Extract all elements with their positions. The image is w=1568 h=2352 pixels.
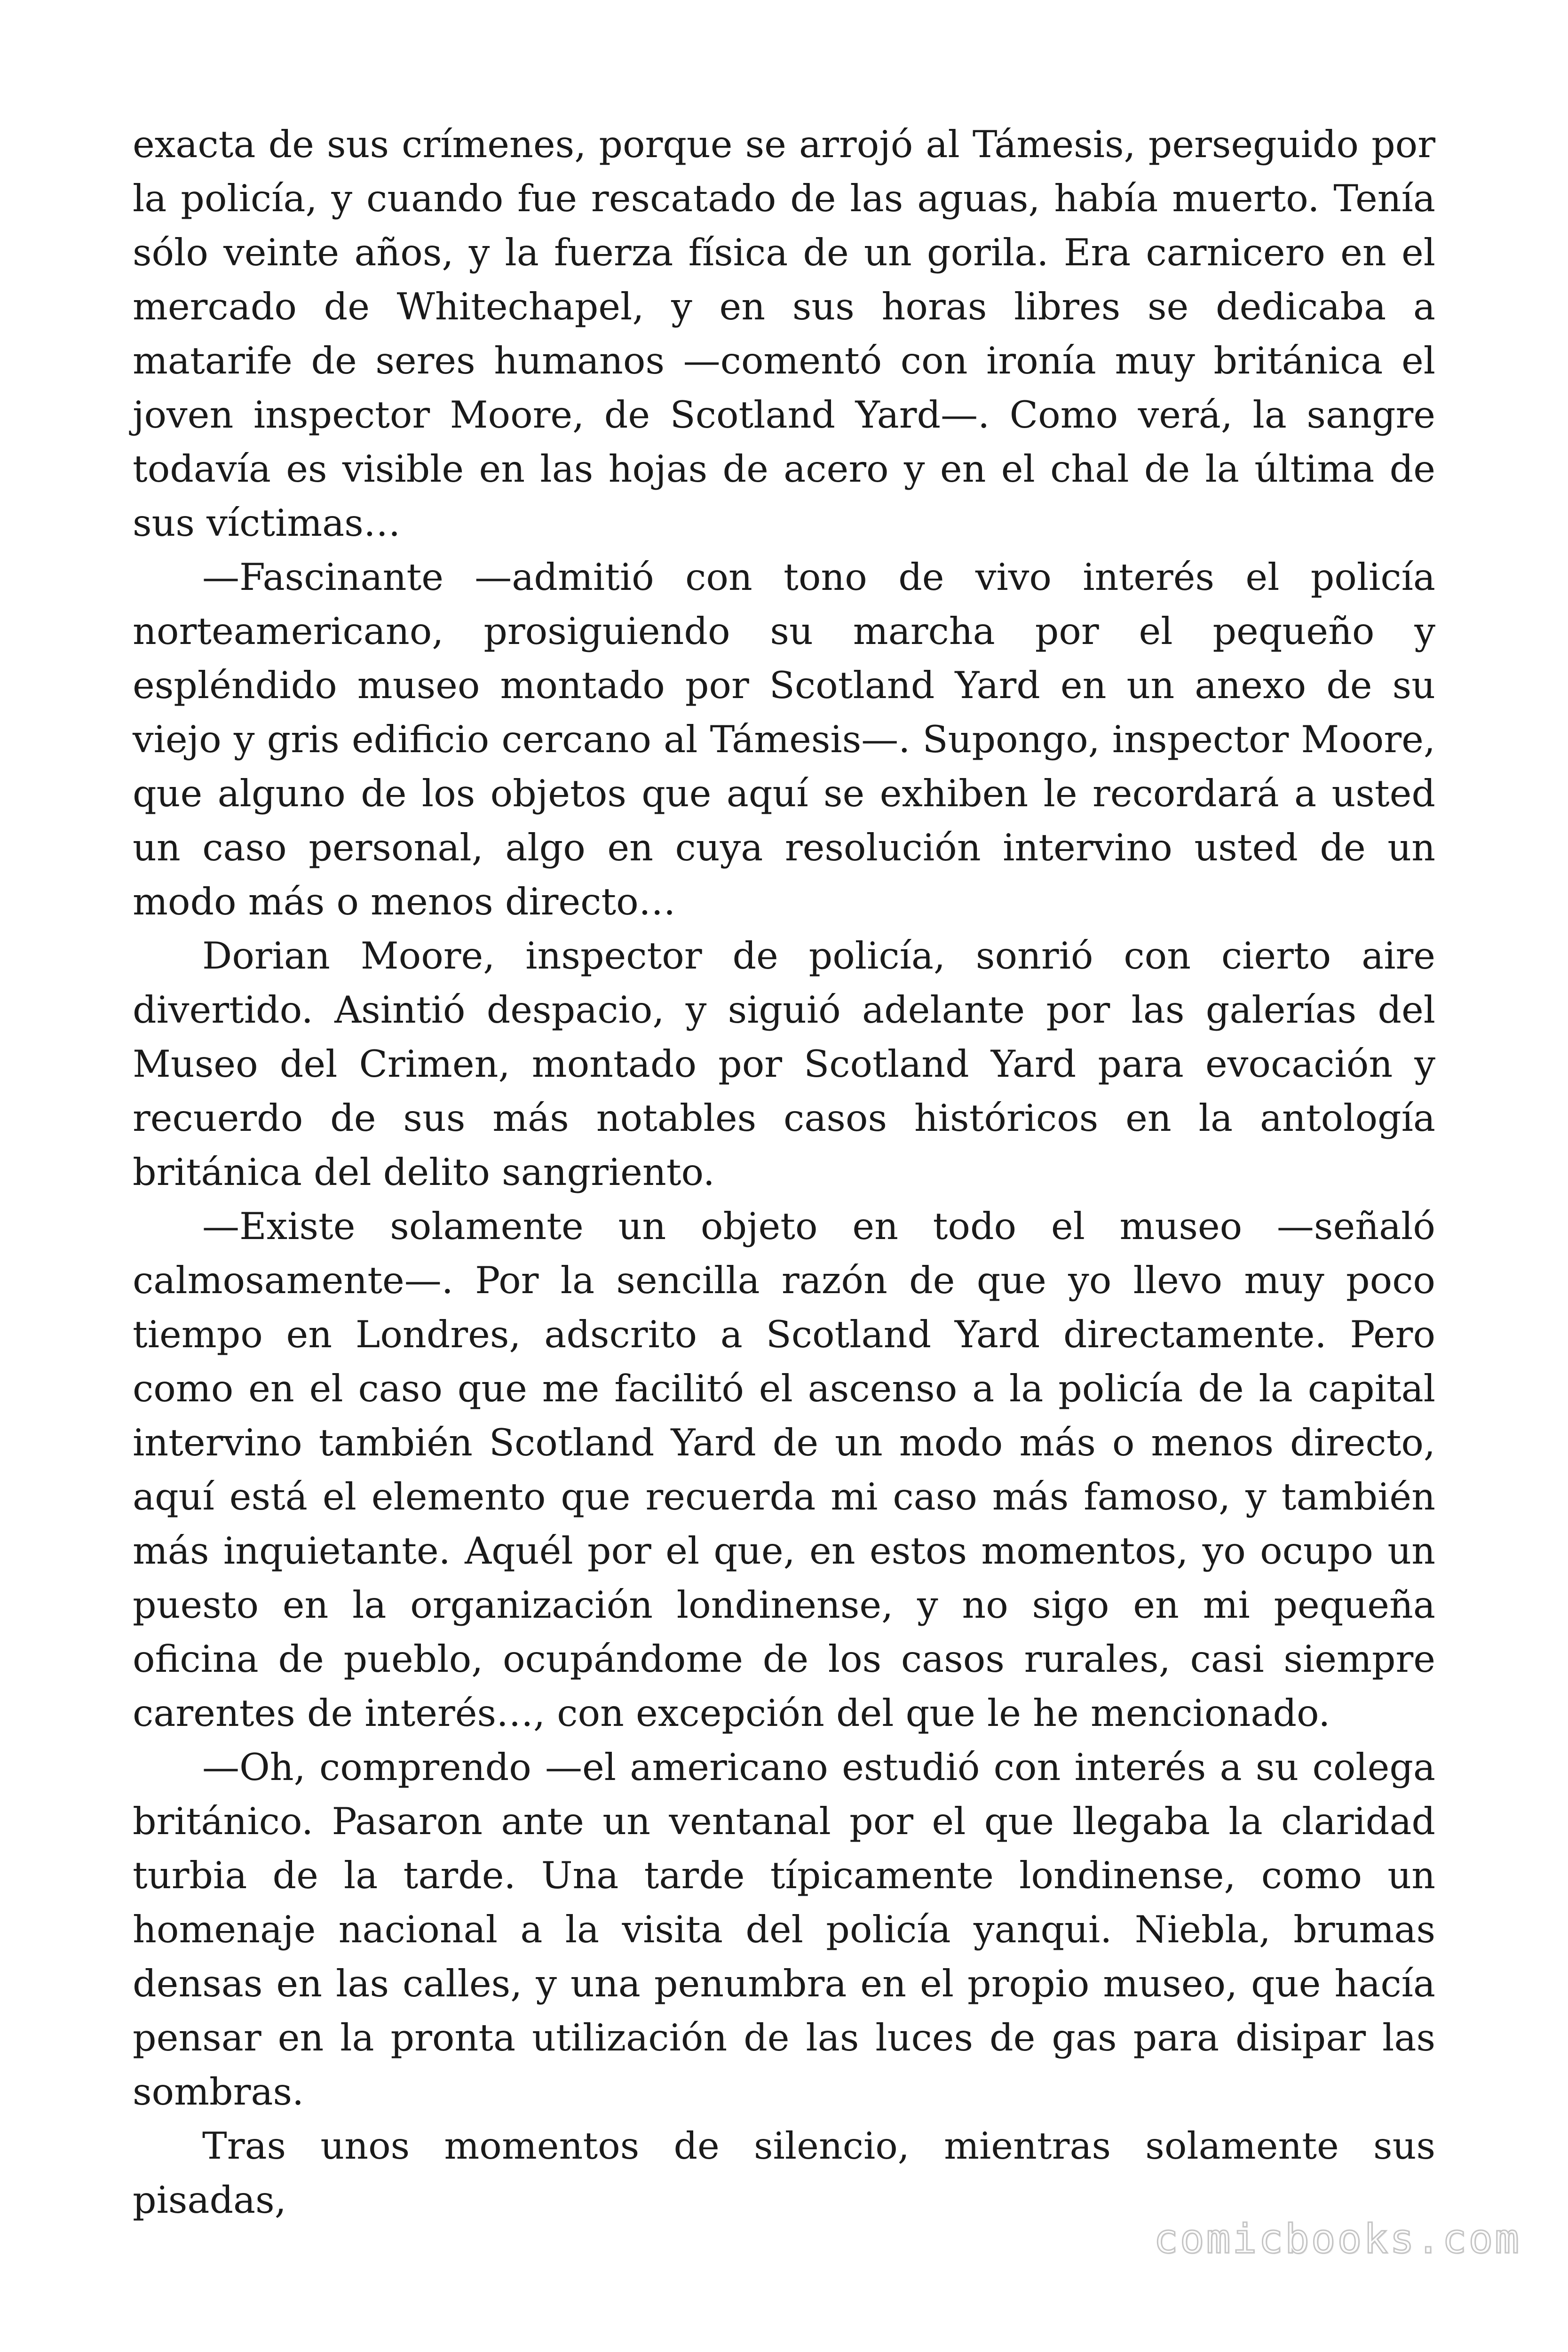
paragraph: Dorian Moore, inspector de policía, sonrió con cierto aire divertido. Asintió despacio, y siguió adelante por las galerías del Museo del Crimen, montado por Scotland Yard para evocación y recuerdo de sus más notables casos históricos en la antología británica del delito sangriento. xyxy=(133,934,1435,1194)
paragraph: —Oh, comprendo —el americano estudió con interés a su colega británico. Pasaron ante un ventanal por el que llegaba la claridad turbia de la tarde. Una tarde típicamente londinense, como un homenaje nacional a la visita del policía yanqui. Niebla, brumas densas en las calles, y una penumbra en el propio museo, que hacía pensar en la pronta utilización de las luces de gas para disipar las sombras. xyxy=(133,1746,1435,2114)
paragraph: —Existe solamente un objeto en todo el museo —señaló calmosamente—. Por la sencilla razón de que yo llevo muy poco tiempo en Londres, adscrito a Scotland Yard directamente. Pero como en el caso que me facilitó el ascenso a la policía de la capital intervino también Scotland Yard de un modo más o menos directo, aquí está el elemento que recuerda mi caso más famoso, y también más inquietante. Aquél por el que, en estos momentos, yo ocupo un puesto en la organización londinense, y no sigo en mi pequeña oficina de pueblo, ocupándome de los casos rurales, casi siempre carentes de interés…, con excepción del que le he mencionado. xyxy=(133,1205,1435,1735)
paragraph: Tras unos momentos de silencio, mientras solamente sus pisadas, xyxy=(133,2124,1435,2222)
page-text-body xyxy=(133,118,1435,2234)
paragraph: —Fascinante —admitió con tono de vivo interés el policía norteamericano, prosiguiendo su marcha por el pequeño y espléndido museo montado por Scotland Yard en un anexo de su viejo y gris edificio cercano al Támesis—. Supongo, inspector Moore, que alguno de los objetos que aquí se exhiben le recordará a usted un caso personal, algo en cuya resolución intervino usted de un modo más o menos directo… xyxy=(133,556,1435,923)
paragraph: exacta de sus crímenes, porque se arrojó al Támesis, perseguido por la policía, y cuando fue rescatado de las aguas, había muerto. Tenía sólo veinte años, y la fuerza física de un gorila. Era carnicero en el mercado de Whitechapel, y en sus horas libres se dedicaba a matarife de seres humanos —comentó con ironía muy británica el joven inspector Moore, de Scotland Yard—. Como verá, la sangre todavía es visible en las hojas de acero y en el chal de la última de sus víctimas… xyxy=(133,123,1435,545)
watermark-text: comicbooks.com xyxy=(1154,2216,1521,2263)
